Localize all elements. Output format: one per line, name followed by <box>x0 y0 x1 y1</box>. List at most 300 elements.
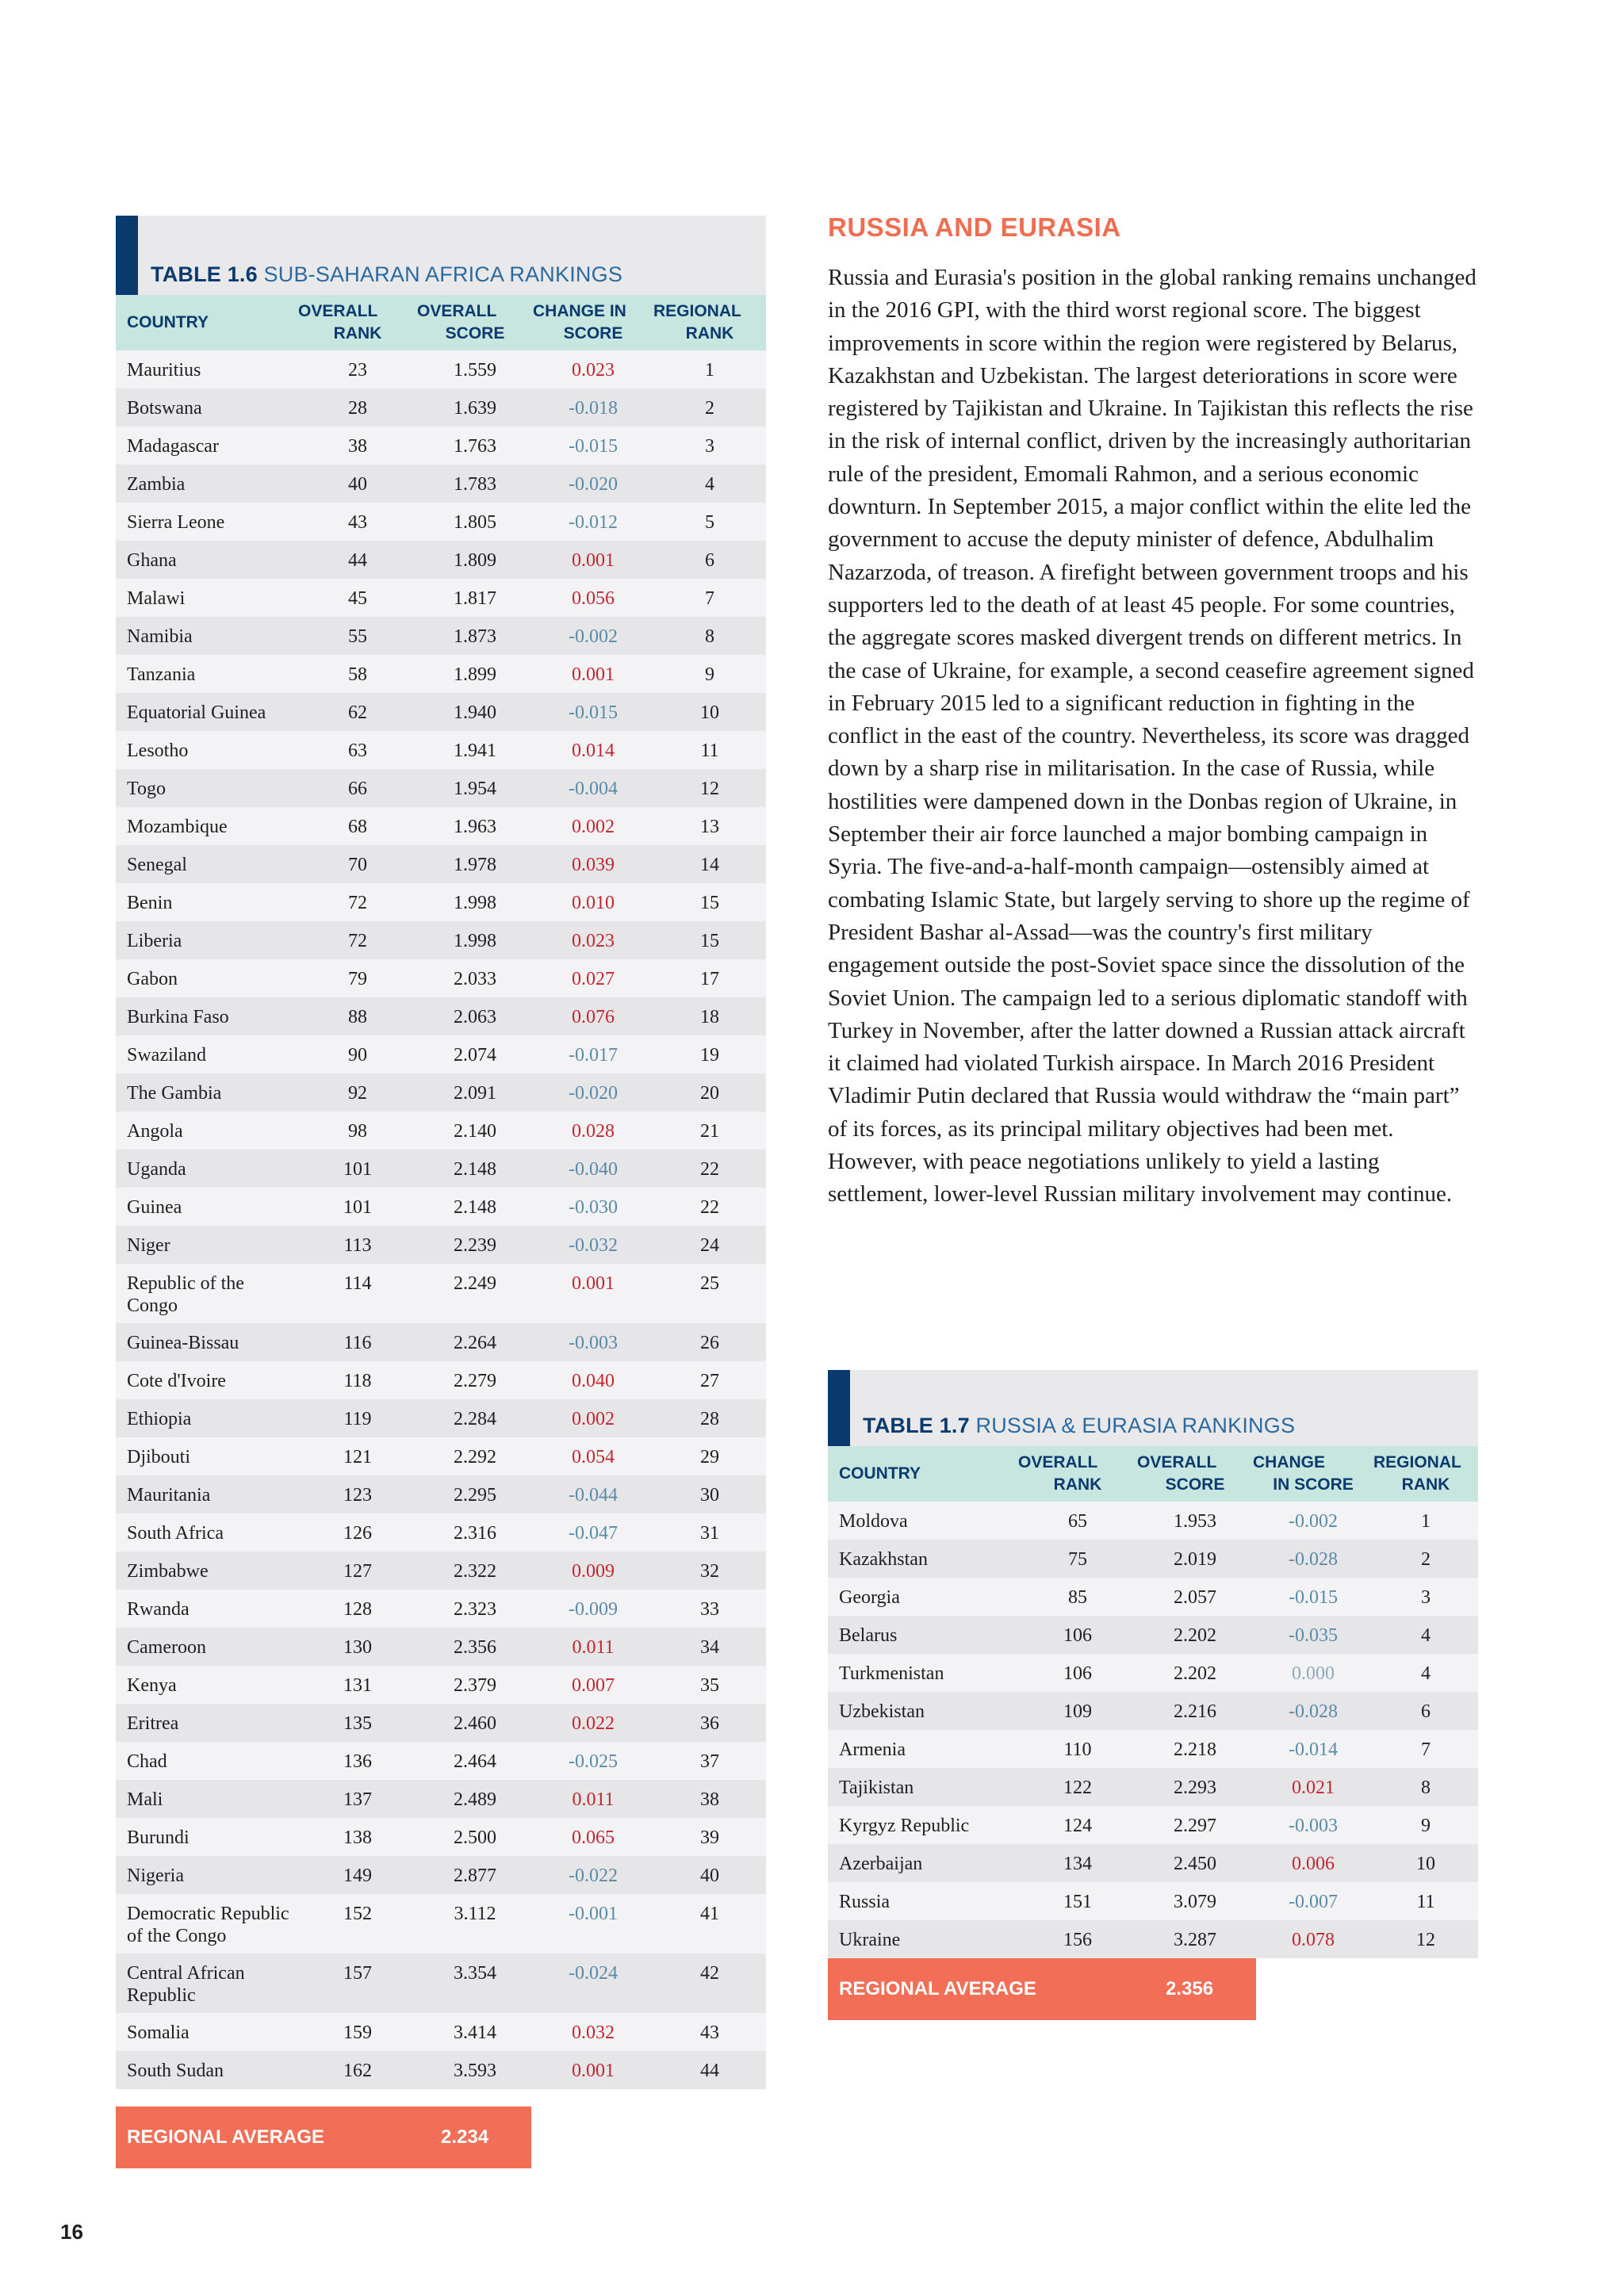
cell-country: Nigeria <box>127 1866 184 1886</box>
table-row <box>116 1742 766 1780</box>
header-col-overall-rank <box>298 300 417 345</box>
cell-overall-score: 1.873 <box>454 626 496 647</box>
cell-change-in-score: -0.002 <box>1289 1511 1338 1532</box>
cell-country: Moldova <box>839 1511 908 1532</box>
cell-overall-rank: 137 <box>343 1789 372 1810</box>
table-title <box>863 1414 1295 1438</box>
cell-change-in-score: -0.035 <box>1289 1625 1338 1646</box>
table-row <box>116 959 766 997</box>
regional-average-bar <box>828 1958 1256 2020</box>
table-row <box>828 1654 1478 1692</box>
header-line: OVERALL <box>298 302 378 320</box>
cell-overall-score: 2.239 <box>454 1235 496 1256</box>
table-row <box>116 350 766 388</box>
cell-overall-rank: 152 <box>343 1904 372 1924</box>
cell-regional-rank: 37 <box>700 1751 719 1772</box>
cell-change-in-score: 0.040 <box>572 1371 615 1391</box>
cell-change-in-score: 0.001 <box>572 664 615 685</box>
article-body: Russia and Eurasia's position in the global ranking remains unchanged in the 2016 GPI, with the third worst regional score. The biggest improvements in score within the region were registered by Belarus, Kazakhstan and Uzbekistan. The largest deteriorations in score were registered by Tajikistan and Ukraine. In Tajikistan this reflects the rise in the risk of internal conflict, driven by the increasingly authoritarian rule of the president, Emomali Rahmon, and a serious economic downturn. In September 2015, a major conflict within the elite led the government to accuse the deputy minister of defence, Abdulhalim Nazarzoda, of treason. A firefight between government troops and his supporters led to the death of at least 45 people. For some countries, the aggregate scores masked divergent trends on different metrics. In the case of Ukraine, for example, a second ceasefire agreement signed in February 2015 led to a significant reduction in fighting in the conflict in the east of the country. Nevertheless, its score was dragged down by a sharp rise in militarisation. In the case of Russia, while hostilities were dampened down in the Donbas region of Ukraine, in September their air force launched a major bombing campaign in Syria. The five-and-a-half-month campaign—ostensibly aimed at combating Islamic State, but largely serving to shore up the regime of President Bashar al-Assad—was the country's first military engagement outside the post-Soviet space since the dissolution of the Soviet Union. The campaign led to a serious diplomatic standoff with Turkey in November, after the latter downed a Russian attack aircraft it claimed had violated Turkish airspace. In March 2016 President Vladimir Putin declared that Russia would withdraw the “main part” of its forces, as its principal military objectives had been met. However, with peace negotiations unlikely to yield a lasting settlement, lower-level Russian military involvement may continue. <box>828 265 1477 1207</box>
header-line: RANK <box>1053 1475 1102 1494</box>
cell-change-in-score: -0.024 <box>569 1963 618 1984</box>
cell-change-in-score: -0.004 <box>569 779 618 799</box>
cell-regional-rank: 12 <box>700 779 719 799</box>
table-row <box>828 1806 1478 1844</box>
cell-change-in-score: 0.009 <box>572 1561 615 1582</box>
cell-overall-rank: 106 <box>1063 1663 1092 1684</box>
header-line: REGIONAL <box>653 302 741 320</box>
cell-overall-score: 2.322 <box>454 1561 496 1582</box>
cell-overall-score: 1.941 <box>454 740 496 761</box>
cell-change-in-score: 0.054 <box>572 1447 615 1468</box>
cell-regional-rank: 29 <box>700 1447 719 1468</box>
cell-regional-rank: 1 <box>705 360 714 381</box>
cell-country: Gabon <box>127 969 178 989</box>
cell-overall-rank: 138 <box>343 1827 372 1848</box>
cell-overall-score: 2.500 <box>454 1827 496 1848</box>
cell-country: Cote d'Ivoire <box>127 1371 226 1391</box>
cell-change-in-score: -0.015 <box>1289 1587 1338 1608</box>
cell-overall-rank: 68 <box>348 817 367 837</box>
cell-country: Chad <box>127 1751 167 1772</box>
table-row <box>828 1540 1478 1578</box>
header-col-regional-rank <box>653 300 766 345</box>
cell-country: Burundi <box>127 1827 190 1848</box>
cell-overall-rank: 113 <box>343 1235 372 1256</box>
cell-change-in-score: -0.015 <box>569 702 618 723</box>
cell-country: Djibouti <box>127 1447 191 1468</box>
cell-regional-rank: 5 <box>705 512 714 533</box>
cell-regional-rank: 6 <box>1421 1701 1431 1722</box>
cell-regional-rank: 34 <box>700 1637 719 1658</box>
cell-change-in-score: -0.003 <box>569 1333 618 1353</box>
table-row <box>116 807 766 845</box>
cell-overall-score: 2.293 <box>1174 1777 1216 1798</box>
table-number: TABLE 1.6 <box>151 262 258 286</box>
table-row <box>116 769 766 807</box>
table-row <box>116 1437 766 1475</box>
cell-regional-rank: 11 <box>1416 1892 1435 1912</box>
cell-change-in-score: 0.022 <box>572 1713 615 1734</box>
cell-overall-score: 3.112 <box>454 1904 496 1924</box>
cell-regional-rank: 17 <box>700 969 719 989</box>
cell-regional-rank: 19 <box>700 1045 719 1066</box>
header-line: REGIONAL <box>1373 1453 1461 1471</box>
cell-overall-score: 2.379 <box>454 1675 496 1696</box>
cell-country: Swaziland <box>127 1045 206 1066</box>
cell-country: Kazakhstan <box>839 1549 928 1570</box>
cell-overall-score: 2.464 <box>454 1751 496 1772</box>
cell-overall-rank: 134 <box>1063 1854 1092 1874</box>
table-row <box>116 693 766 731</box>
table-row <box>116 579 766 617</box>
cell-overall-rank: 88 <box>348 1007 367 1027</box>
header-col-regional-rank <box>1373 1452 1478 1496</box>
header-col-country <box>116 312 298 334</box>
cell-change-in-score: 0.023 <box>572 931 615 951</box>
cell-regional-rank: 22 <box>700 1197 719 1218</box>
cell-change-in-score: 0.011 <box>572 1789 615 1810</box>
cell-regional-rank: 43 <box>700 2022 719 2043</box>
header-line: RANK <box>1401 1475 1450 1494</box>
table-row <box>116 731 766 769</box>
cell-overall-score: 2.264 <box>454 1333 496 1353</box>
cell-overall-rank: 63 <box>348 740 367 761</box>
regional-average-label: REGIONAL AVERAGE <box>839 1978 1036 1999</box>
cell-overall-rank: 62 <box>348 702 367 723</box>
table-row <box>116 2051 766 2089</box>
cell-overall-rank: 122 <box>1063 1777 1092 1798</box>
cell-overall-score: 1.998 <box>454 893 496 913</box>
cell-overall-rank: 66 <box>348 779 367 799</box>
table-title-bar <box>828 1370 1478 1446</box>
table-row <box>116 883 766 921</box>
table-row <box>116 1818 766 1856</box>
cell-country: Zimbabwe <box>127 1561 209 1582</box>
table-header-row <box>116 295 766 350</box>
header-col-overall-score <box>417 300 533 345</box>
table-row <box>116 1856 766 1894</box>
cell-change-in-score: -0.028 <box>1289 1549 1338 1570</box>
cell-regional-rank: 42 <box>700 1963 719 1984</box>
cell-overall-score: 1.998 <box>454 931 496 951</box>
cell-overall-rank: 151 <box>1063 1892 1092 1912</box>
cell-regional-rank: 38 <box>700 1789 719 1810</box>
cell-change-in-score: 0.011 <box>572 1637 615 1658</box>
cell-overall-rank: 40 <box>348 474 367 495</box>
cell-overall-score: 3.593 <box>454 2061 496 2081</box>
cell-change-in-score: -0.001 <box>569 1904 618 1924</box>
cell-country: Cameroon <box>127 1637 206 1658</box>
cell-country: Mauritania <box>127 1485 211 1506</box>
cell-country: Senegal <box>127 855 187 875</box>
header-line: SCORE <box>1165 1475 1225 1494</box>
cell-regional-rank: 40 <box>700 1866 719 1886</box>
table-body <box>116 350 766 2089</box>
cell-country: Mauritius <box>127 360 201 381</box>
table-name: SUB-SAHARAN AFRICA RANKINGS <box>263 262 623 286</box>
cell-overall-score: 2.450 <box>1174 1854 1216 1874</box>
table-row <box>828 1920 1478 1958</box>
cell-overall-rank: 55 <box>348 626 367 647</box>
regional-average-label: REGIONAL AVERAGE <box>127 2126 324 2148</box>
cell-overall-score: 1.953 <box>1174 1511 1216 1532</box>
cell-change-in-score: -0.007 <box>1289 1892 1338 1912</box>
table-sub-saharan-africa <box>116 216 766 2168</box>
table-title <box>151 262 622 287</box>
table-title-bar <box>116 216 766 295</box>
cell-overall-rank: 58 <box>348 664 367 685</box>
table-row <box>116 1073 766 1112</box>
cell-overall-score: 1.963 <box>454 817 496 837</box>
cell-overall-rank: 114 <box>343 1273 372 1294</box>
cell-overall-rank: 28 <box>348 398 367 419</box>
cell-overall-rank: 130 <box>343 1637 372 1658</box>
cell-country: Belarus <box>839 1625 898 1646</box>
header-line: CHANGE <box>1253 1453 1326 1471</box>
cell-overall-rank: 106 <box>1063 1625 1092 1646</box>
header-line: OVERALL <box>1018 1453 1098 1471</box>
regional-average-value: 2.234 <box>441 2126 489 2148</box>
cell-overall-rank: 162 <box>343 2061 372 2081</box>
header-line: OVERALL <box>417 302 497 320</box>
cell-country: Guinea-Bissau <box>127 1333 239 1353</box>
cell-overall-score: 2.284 <box>454 1409 496 1429</box>
cell-country: Zambia <box>127 474 186 495</box>
cell-regional-rank: 8 <box>705 626 714 647</box>
cell-overall-rank: 98 <box>348 1121 367 1142</box>
cell-change-in-score: -0.015 <box>569 436 618 457</box>
cell-overall-rank: 85 <box>1068 1587 1087 1608</box>
table-row <box>116 1323 766 1361</box>
cell-overall-rank: 101 <box>343 1197 372 1218</box>
cell-change-in-score: 0.065 <box>572 1827 615 1848</box>
cell-country: Sierra Leone <box>127 512 225 533</box>
table-name: RUSSIA & EURASIA RANKINGS <box>975 1414 1296 1437</box>
table-row <box>116 388 766 427</box>
header-line: RANK <box>333 324 382 342</box>
header-col-country <box>828 1463 1018 1485</box>
cell-overall-rank: 23 <box>348 360 367 381</box>
cell-change-in-score: 0.039 <box>572 855 615 875</box>
header-line: OVERALL <box>1137 1453 1217 1471</box>
table-row <box>116 1552 766 1590</box>
cell-regional-rank: 9 <box>705 664 714 685</box>
cell-change-in-score: 0.021 <box>1292 1777 1335 1798</box>
header-col-change-in-score <box>1253 1452 1373 1496</box>
cell-change-in-score: -0.028 <box>1289 1701 1338 1722</box>
table-row <box>116 1704 766 1742</box>
cell-change-in-score: 0.014 <box>572 740 615 761</box>
cell-country: Liberia <box>127 931 182 951</box>
header-col-change-in-score <box>533 300 653 345</box>
cell-overall-rank: 127 <box>343 1561 372 1582</box>
cell-overall-score: 1.817 <box>454 588 496 609</box>
cell-regional-rank: 8 <box>1421 1777 1431 1798</box>
cell-change-in-score: -0.020 <box>569 474 618 495</box>
table-number: TABLE 1.7 <box>863 1414 970 1437</box>
cell-overall-score: 1.763 <box>454 436 496 457</box>
cell-change-in-score: -0.018 <box>569 398 618 419</box>
cell-overall-rank: 118 <box>343 1371 372 1391</box>
cell-overall-rank: 45 <box>348 588 367 609</box>
table-row <box>116 541 766 579</box>
cell-overall-rank: 109 <box>1063 1701 1092 1722</box>
table-row <box>116 1475 766 1513</box>
table-row <box>116 1226 766 1264</box>
cell-change-in-score: -0.014 <box>1289 1739 1338 1760</box>
cell-overall-score: 2.202 <box>1174 1625 1216 1646</box>
header-col-overall-score <box>1137 1452 1253 1496</box>
cell-regional-rank: 25 <box>700 1273 719 1294</box>
cell-change-in-score: 0.010 <box>572 893 615 913</box>
table-row <box>116 465 766 503</box>
cell-change-in-score: -0.047 <box>569 1523 618 1544</box>
cell-overall-score: 1.978 <box>454 855 496 875</box>
cell-country: Madagascar <box>127 436 219 457</box>
table-row <box>828 1692 1478 1730</box>
cell-regional-rank: 15 <box>700 931 719 951</box>
cell-overall-score: 2.033 <box>454 969 496 989</box>
cell-regional-rank: 3 <box>1421 1587 1431 1608</box>
cell-country: Somalia <box>127 2022 190 2043</box>
cell-overall-rank: 43 <box>348 512 367 533</box>
header-line: IN SCORE <box>1273 1475 1354 1494</box>
table-row <box>116 1035 766 1073</box>
cell-regional-rank: 10 <box>700 702 719 723</box>
cell-overall-score: 1.940 <box>454 702 496 723</box>
table-row <box>116 997 766 1035</box>
table-row <box>828 1578 1478 1616</box>
cell-regional-rank: 14 <box>700 855 719 875</box>
cell-change-in-score: -0.020 <box>569 1083 618 1104</box>
cell-regional-rank: 31 <box>700 1523 719 1544</box>
cell-change-in-score: -0.040 <box>569 1159 618 1180</box>
cell-regional-rank: 9 <box>1421 1816 1431 1836</box>
cell-overall-score: 1.954 <box>454 779 496 799</box>
cell-overall-score: 2.877 <box>454 1866 496 1886</box>
table-row <box>116 1188 766 1226</box>
cell-regional-rank: 3 <box>705 436 714 457</box>
cell-regional-rank: 7 <box>1421 1739 1431 1760</box>
cell-overall-score: 3.354 <box>454 1963 496 1984</box>
cell-overall-score: 1.809 <box>454 550 496 571</box>
cell-change-in-score: 0.076 <box>572 1007 615 1027</box>
table-row <box>116 503 766 541</box>
cell-overall-score: 2.249 <box>454 1273 496 1294</box>
cell-overall-rank: 121 <box>343 1447 372 1468</box>
header-line: SCORE <box>563 324 623 342</box>
cell-overall-rank: 159 <box>343 2022 372 2043</box>
cell-country: Tajikistan <box>839 1777 914 1798</box>
cell-overall-rank: 70 <box>348 855 367 875</box>
table-row <box>116 1513 766 1552</box>
cell-overall-score: 2.356 <box>454 1637 496 1658</box>
cell-regional-rank: 18 <box>700 1007 719 1027</box>
table-row <box>116 1666 766 1704</box>
cell-country: Azerbaijan <box>839 1854 923 1874</box>
cell-regional-rank: 22 <box>700 1159 719 1180</box>
cell-country: South Africa <box>127 1523 224 1544</box>
header-line: COUNTRY <box>839 1464 921 1483</box>
table-row <box>116 1361 766 1399</box>
table-row <box>116 2013 766 2051</box>
header-line: COUNTRY <box>127 313 209 331</box>
cell-change-in-score: 0.078 <box>1292 1930 1335 1950</box>
cell-country: Lesotho <box>127 740 189 761</box>
cell-overall-score: 2.140 <box>454 1121 496 1142</box>
cell-overall-rank: 38 <box>348 436 367 457</box>
cell-change-in-score: 0.000 <box>1292 1663 1335 1684</box>
cell-regional-rank: 2 <box>1421 1549 1431 1570</box>
cell-overall-rank: 79 <box>348 969 367 989</box>
cell-change-in-score: 0.002 <box>572 1409 615 1429</box>
cell-overall-rank: 135 <box>343 1713 372 1734</box>
cell-overall-score: 2.323 <box>454 1599 496 1620</box>
cell-overall-score: 2.460 <box>454 1713 496 1734</box>
cell-overall-score: 3.287 <box>1174 1930 1216 1950</box>
cell-overall-score: 2.218 <box>1174 1739 1216 1760</box>
table-row <box>116 1112 766 1150</box>
table-row <box>828 1844 1478 1882</box>
cell-country: Eritrea <box>127 1713 179 1734</box>
cell-country: Botswana <box>127 398 202 419</box>
cell-regional-rank: 20 <box>700 1083 719 1104</box>
cell-change-in-score: 0.001 <box>572 2061 615 2081</box>
table-row <box>828 1768 1478 1806</box>
cell-overall-score: 2.091 <box>454 1083 496 1104</box>
cell-change-in-score: 0.001 <box>572 550 615 571</box>
table-row <box>116 617 766 655</box>
regional-average-value: 2.356 <box>1166 1978 1214 1999</box>
cell-change-in-score: 0.002 <box>572 817 615 837</box>
cell-overall-rank: 92 <box>348 1083 367 1104</box>
cell-country: Armenia <box>839 1739 906 1760</box>
table-row <box>116 1399 766 1437</box>
cell-country: Burkina Faso <box>127 1007 229 1027</box>
cell-country: South Sudan <box>127 2061 224 2081</box>
article-heading: RUSSIA AND EURASIA <box>828 212 1121 242</box>
cell-country: Turkmenistan <box>839 1663 944 1684</box>
cell-regional-rank: 21 <box>700 1121 719 1142</box>
cell-regional-rank: 30 <box>700 1485 719 1506</box>
cell-change-in-score: 0.007 <box>572 1675 615 1696</box>
cell-overall-rank: 44 <box>348 550 367 571</box>
cell-regional-rank: 6 <box>705 550 714 571</box>
cell-overall-rank: 72 <box>348 893 367 913</box>
cell-overall-rank: 128 <box>343 1599 372 1620</box>
cell-overall-score: 2.148 <box>454 1197 496 1218</box>
cell-change-in-score: 0.006 <box>1292 1854 1335 1874</box>
cell-regional-rank: 15 <box>700 893 719 913</box>
cell-regional-rank: 10 <box>1416 1854 1435 1874</box>
cell-country: Malawi <box>127 588 186 609</box>
cell-overall-score: 2.063 <box>454 1007 496 1027</box>
cell-country: Uganda <box>127 1159 186 1180</box>
cell-overall-score: 1.805 <box>454 512 496 533</box>
cell-change-in-score: 0.001 <box>572 1273 615 1294</box>
cell-overall-score: 2.279 <box>454 1371 496 1391</box>
header-line: SCORE <box>445 324 505 342</box>
cell-country: Niger <box>127 1235 170 1256</box>
cell-regional-rank: 39 <box>700 1827 719 1848</box>
cell-overall-score: 3.079 <box>1174 1892 1216 1912</box>
table-row <box>116 427 766 465</box>
header-col-overall-rank <box>1018 1452 1137 1496</box>
cell-regional-rank: 24 <box>700 1235 719 1256</box>
header-line: RANK <box>685 324 734 342</box>
cell-regional-rank: 26 <box>700 1333 719 1353</box>
cell-overall-score: 1.559 <box>454 360 496 381</box>
cell-overall-rank: 101 <box>343 1159 372 1180</box>
table-row <box>116 1780 766 1818</box>
cell-overall-rank: 126 <box>343 1523 372 1544</box>
cell-overall-rank: 119 <box>343 1409 372 1429</box>
cell-overall-score: 2.074 <box>454 1045 496 1066</box>
cell-overall-score: 2.216 <box>1174 1701 1216 1722</box>
cell-country: Namibia <box>127 626 193 647</box>
cell-overall-rank: 123 <box>343 1485 372 1506</box>
table-body <box>828 1502 1478 1958</box>
cell-country: Mali <box>127 1789 163 1810</box>
cell-overall-rank: 110 <box>1063 1739 1092 1760</box>
table-row <box>828 1616 1478 1654</box>
cell-overall-score: 2.202 <box>1174 1663 1216 1684</box>
cell-regional-rank: 4 <box>1421 1625 1431 1646</box>
cell-overall-score: 2.295 <box>454 1485 496 1506</box>
cell-change-in-score: -0.017 <box>569 1045 618 1066</box>
header-line: CHANGE IN <box>533 302 626 320</box>
cell-regional-rank: 28 <box>700 1409 719 1429</box>
